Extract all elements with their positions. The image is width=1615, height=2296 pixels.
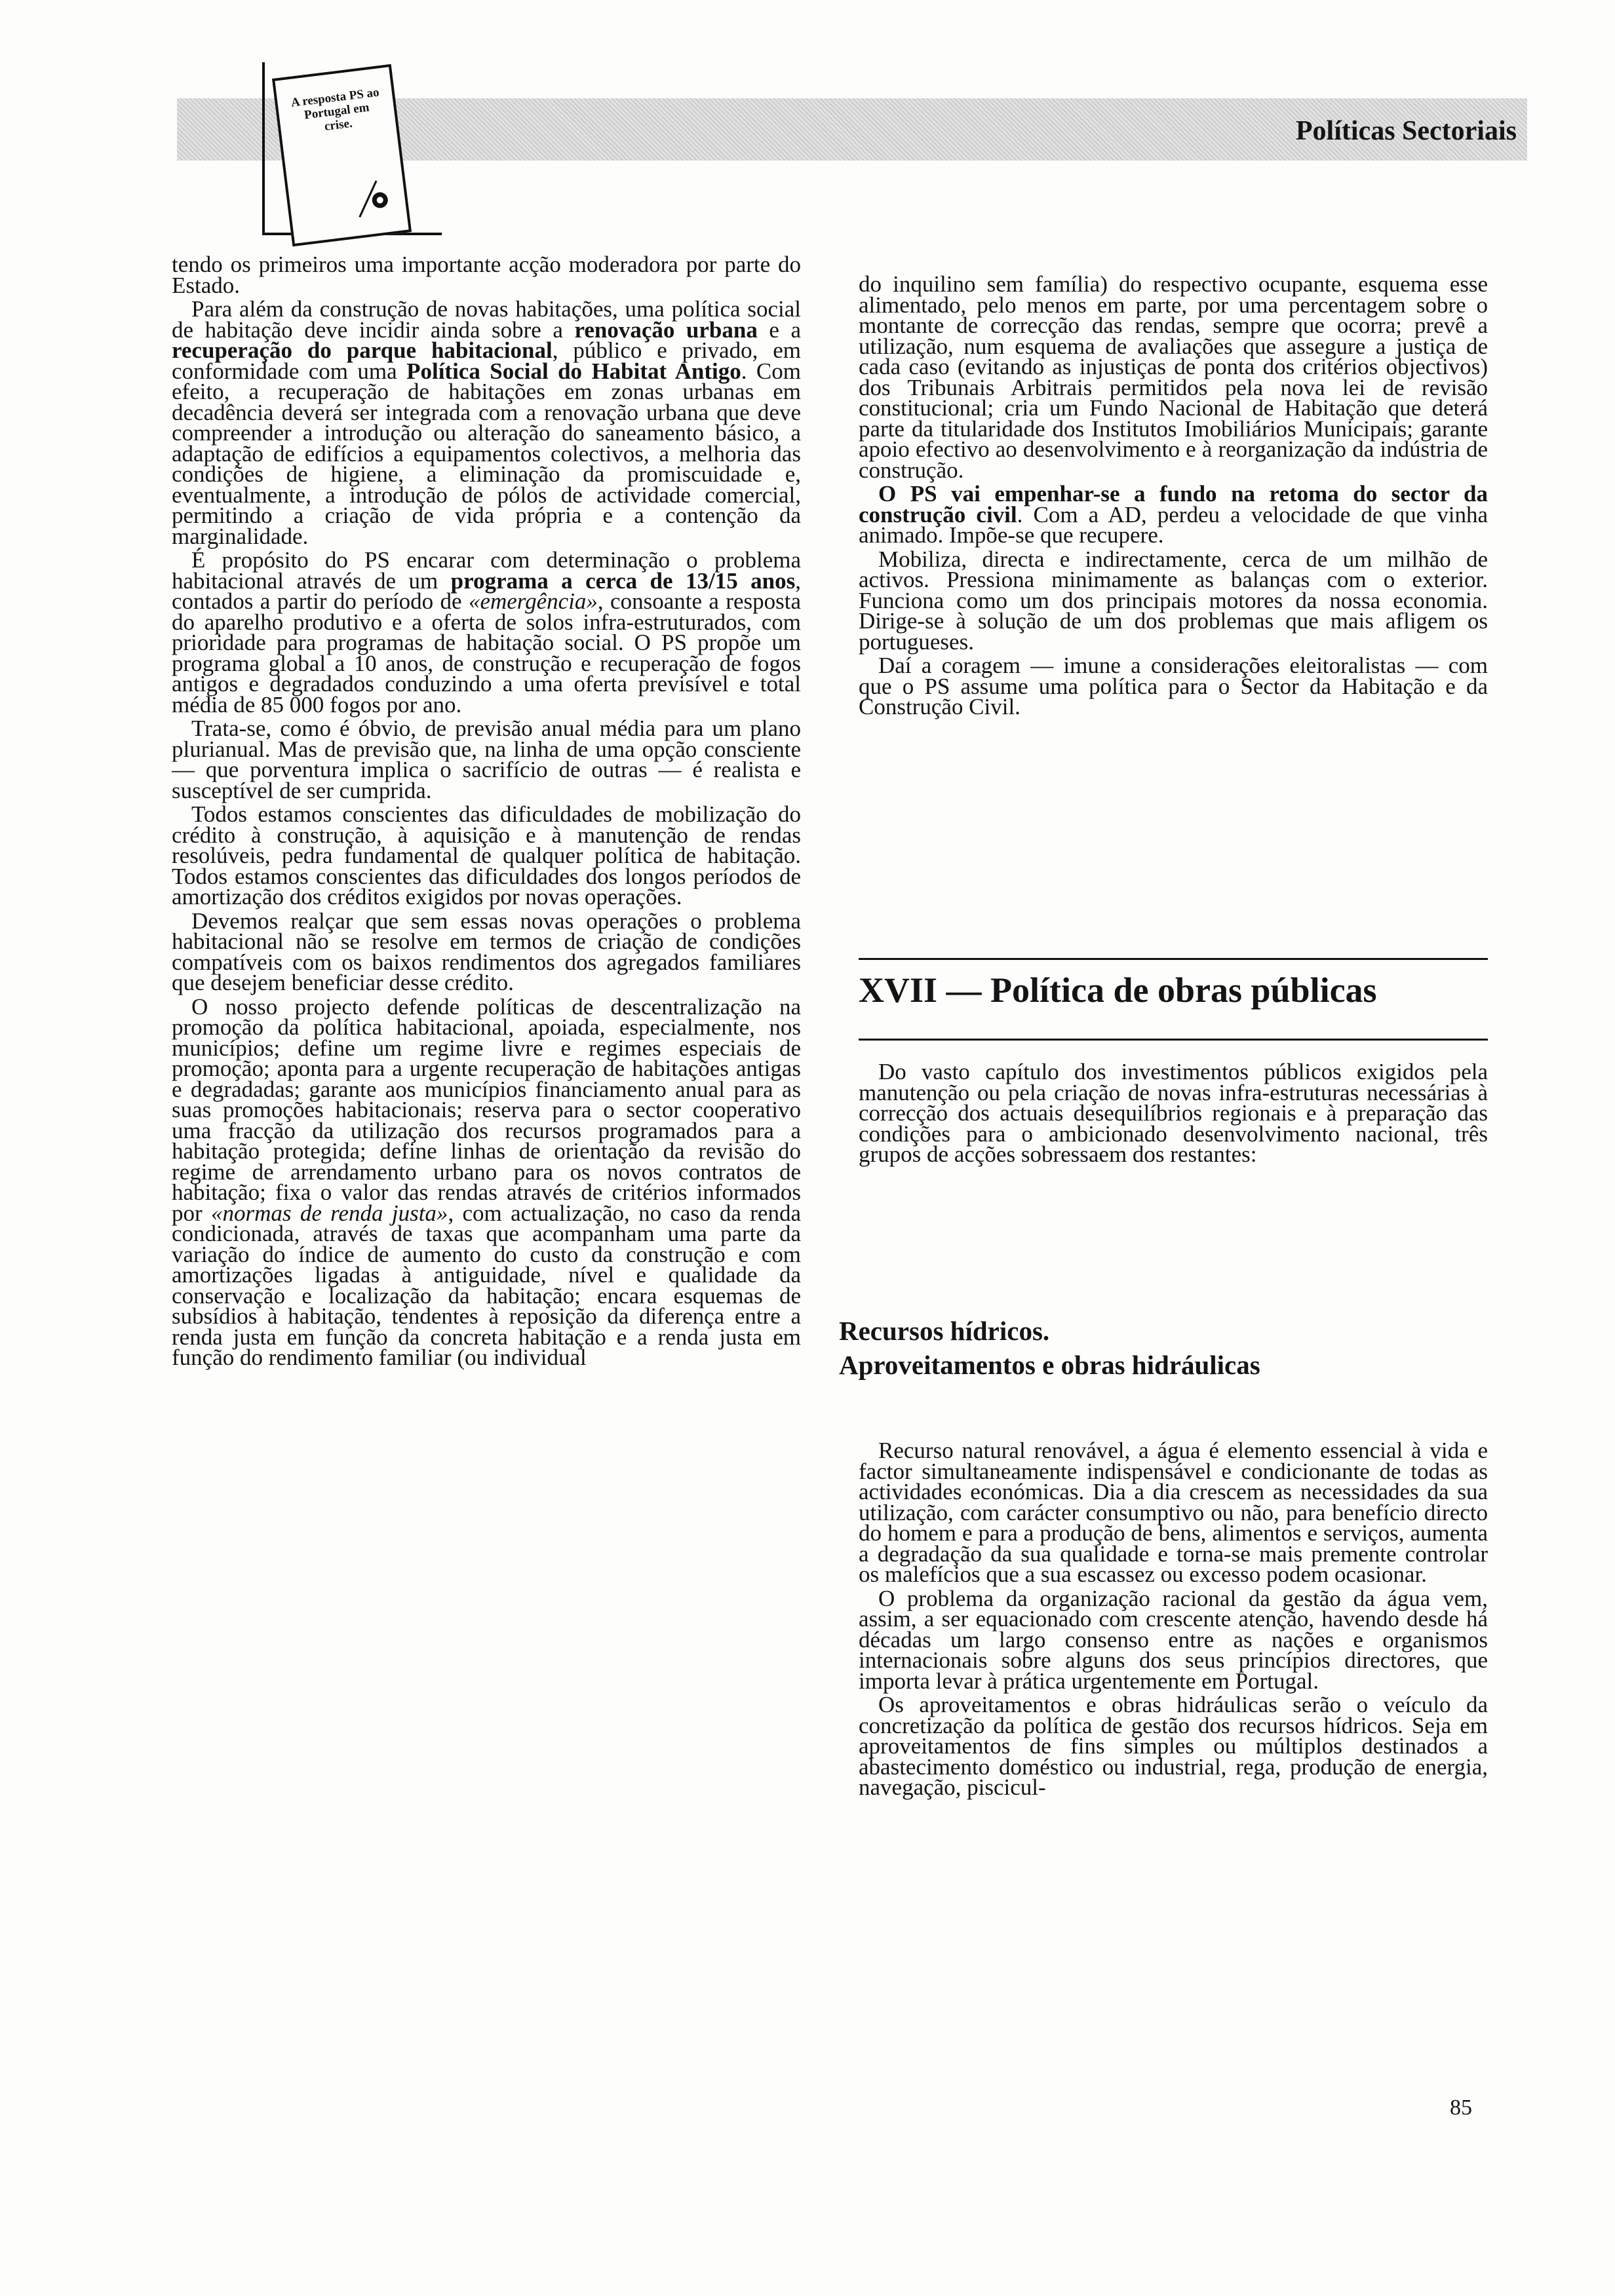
paragraph [172, 801, 801, 909]
subheading-line-1: Recursos hídricos. [839, 1316, 1050, 1346]
text-run: , consoante a resposta do aparelho produtivo e a oferta de solos infra-estruturados, com prioridade para programas de habitação social. O PS propõe um programa global a 10 anos, de construção e recuperação de fogos antigos e degradados conduzindo a uma oferta previsível e total média de 85 000 fogos por ano. [172, 588, 801, 718]
text-run: Trata-se, como é óbvio, de previsão anual média para um plano plurianual. Mas de previsão que, na linha de uma opção consciente — que porventura implica o sacrifício de outras — é realista e susceptível de ser cumprida. [172, 716, 801, 803]
text-run: tendo os primeiros uma importante acção moderadora por parte do Estado. [172, 254, 801, 298]
paragraph [859, 655, 1488, 718]
subheading [839, 1314, 1481, 1382]
text-run: É propósito do PS encarar com determinação o problema habitacional através de um [172, 547, 801, 594]
right-column-top [859, 271, 1488, 719]
text-run: Recurso natural renovável, a água é elemento essencial à vida e factor simultaneamente indispensável e condicionante de todas as actividades económicas. Dia a dia crescem as necessidades da sua utilização, com carácter consumptivo ou não, para benefício directo do homem e para a produção de bens, alimentos e serviços, aumenta a degradação da sua qualidade e torna-se mais premente controlar os malefícios que a sua escassez ou excesso podem ocasionar. [859, 1438, 1488, 1587]
bold-phrase: renovação urbana [574, 316, 758, 343]
campaign-logo [272, 64, 412, 246]
text-run: Os aproveitamentos e obras hidráulicas serão o veículo da concretização da política de gestão dos recursos hídricos. Seja em aproveitamentos de fins simples ou múltiplos destinados a abastecimento doméstico ou industrial, rega, produção de energia, navegação, piscicul- [859, 1692, 1488, 1800]
italic-phrase: «emergência» [468, 588, 598, 614]
paragraph [172, 547, 801, 718]
text-run: Mobiliza, directa e indirectamente, cerca de um milhão de activos. Pressiona minimamente as balanças com o exterior. Funciona como um dos principais motores da nossa economia. Dirige-se à solução de um dos problemas que mais afligem os portugueses. [859, 546, 1488, 655]
text-run: Para além da construção de novas habitações, uma política social de habitação deve incidir ainda sobre a [172, 296, 801, 343]
bold-phrase: Política Social do Habitat Antigo [406, 358, 741, 384]
bold-phrase: O PS vai empenhar-se a fundo na retoma do sector da construção civil [859, 481, 1488, 527]
bold-phrase: recuperação do parque habitacional [172, 337, 553, 363]
paragraph [859, 1585, 1488, 1694]
text-run: Todos estamos conscientes das dificuldades de mobilização do crédito à construção, à aquisição e à manutenção de rendas resolúveis, pedra fundamental de qualquer política de habitação. Todos estamos conscientes das dificuldades dos longos períodos de amortização dos créditos exigidos por novas operações. [172, 801, 801, 909]
chapter-heading: XVII — Política de obras públicas [859, 970, 1377, 1010]
paragraph [859, 1694, 1488, 1798]
paragraph [859, 1440, 1488, 1585]
paragraph [172, 993, 801, 1370]
paragraph [859, 481, 1488, 548]
bold-phrase: programa a cerca de 13/15 anos [450, 567, 796, 594]
left-column [172, 254, 801, 1997]
chapter-rule-bottom [859, 1039, 1488, 1041]
text-run: O problema da organização racional da gestão da água vem, assim, a ser equacionado com crescente atenção, havendo desde há décadas um largo consenso entre as nações e organismos internacionais sobre alguns dos seus princípios directores, que importa levar à prática urgentemente em Portugal. [859, 1585, 1488, 1694]
paragraph [859, 546, 1488, 655]
rose-fist-icon [349, 173, 394, 223]
subheading-line-2: Aproveitamentos e obras hidráulicas [839, 1350, 1260, 1380]
text-run: e a [757, 316, 801, 343]
chapter-intro [859, 1059, 1488, 1167]
text-run: O nosso projecto defende políticas de descentralização na promoção da política habitacional, apoiada, especialmente, nos municípios; define um regime livre e regimes especiais de promoção; aponta para a urgente recuperação de habitações antigas e degradadas; garante aos municípios financiamento anual para as suas promoções habitacionais; reserva para o sector cooperativo uma fracção da utilização dos recursos programados para a habitação protegida; define linhas de orientação da revisão do regime de arrendamento urbano para os novos contratos de habitação; fixa o valor das rendas através de critérios informados por [172, 993, 801, 1226]
paragraph [172, 908, 801, 995]
text-run: Devemos realçar que sem essas novas operações o problema habitacional não se resolve em termos de criação de condições compatíveis com os baixos rendimentos dos agregados familiares que desejem beneficiar desse crédito. [172, 908, 801, 995]
text-run: Daí a coragem — imune a considerações eleitoralistas — com que o PS assume uma política para o Sector da Habitação e da Construção Civil. [859, 653, 1488, 719]
section-title: Políticas Sectoriais [1295, 116, 1517, 146]
text-run: . Com efeito, a recuperação de habitações em zonas urbanas em decadência deverá ser integrada com a renovação urbana que deve compreender a introdução ou alteração do saneamento básico, a adaptação de edifícios a equipamentos colectivos, a melhoria das condições de higiene, a eliminação da promiscuidade e, eventualmente, a introdução de pólos de actividade comercial, permitindo a criação de vida própria e a contenção da marginalidade. [172, 358, 801, 549]
text-run: , com actualização, no caso da renda condicionada, através de taxas que acompanham uma parte da variação do índice de aumento do custo da construção e com amortizações ligadas à antiguidade, nível e qualidade da conservação e localização da habitação; encara esquemas de subsídios à habitação, tendentes à reposição da diferença entre a renda justa em função da concreta habitação e a renda justa em função do rendimento familiar (ou individual [172, 1200, 801, 1370]
page-number: 85 [1450, 2095, 1472, 2120]
text-run: . Com a AD, perdeu a velocidade de que vinha animado. Impõe-se que recupere. [859, 501, 1488, 548]
text-run: do inquilino sem família) do respectivo ocupante, esquema esse alimentado, pelo menos em parte, por uma percentagem sobre o montante de correcção das rendas, sempre que ocorra; prevê a utilização, num esquema de avaliações que assegure a justiça de cada caso (evitando as injustiças de ponta dos critérios objectivos) dos Tribunais Arbitrais permitidos pela nova lei de revisão constitucional; cria um Fundo Nacional de Habitação que deterá parte da titularidade dos Institutos Imobiliários Municipais; garante apoio efectivo ao desenvolvimento e à reorganização da indústria de construção. [859, 271, 1488, 483]
logo-text: A resposta PS ao Portugal em crise. [290, 85, 380, 134]
text-run: , público e privado, em conformidade com uma [172, 337, 801, 384]
chapter-intro-text: Do vasto capítulo dos investimentos públicos exigidos pela manutenção ou pela criação de novas infra-estruturas necessárias à correcção dos actuais desequilíbrios regionais e à preparação das condições para o ambicionado desenvolvimento nacional, três grupos de acções sobressaem dos restantes: [859, 1059, 1488, 1167]
chapter-rule-top [859, 958, 1488, 960]
paragraph [172, 296, 801, 549]
right-column-bottom [859, 1440, 1488, 1798]
paragraph [172, 254, 801, 296]
text-run: , contados a partir do período de [172, 567, 801, 614]
paragraph [859, 271, 1488, 483]
paragraph [172, 718, 801, 801]
italic-phrase: «normas de renda justa» [210, 1200, 448, 1226]
